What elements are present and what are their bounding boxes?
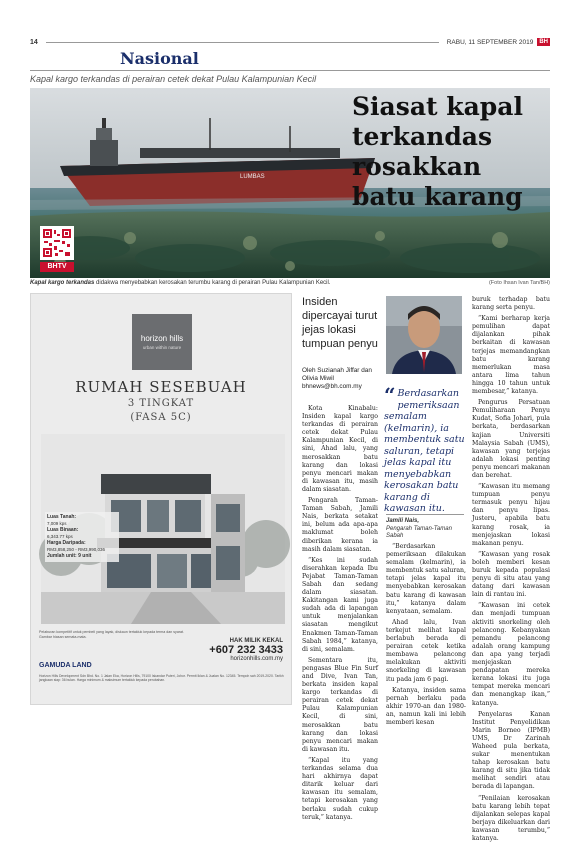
paragraph: buruk terhadap batu karang serta penyu. <box>472 296 550 312</box>
paragraph: Penyelaras Kanan Institut Penyelidikan Marin Borneo (IPMB) UMS, Dr Zarinah Waheed pula berkata, sukar menentukan tahap kerosakan batu karang di situ jika tidak melihat sendiri atau berada di lapangan. <box>472 710 550 791</box>
horizon-hills-logo <box>132 314 192 370</box>
quote-mark-icon: “ <box>384 383 396 407</box>
logo-line-1: horizon hills <box>140 334 184 343</box>
spec-item: Jumlah unit: 9 unit <box>47 553 92 559</box>
paragraph: Kota Kinabalu: Insiden kapal kargo terkandas di perairan cetek dekat Pulau Kalampunian Kecil, di sini, Ahad lalu, yang merosakkan batu karang dan lokasi penyu mencari makan di kawasan itu, masih dalam siasatan. <box>302 405 378 493</box>
headline: Siasat kapal terkandas rosakkan batu karang <box>352 92 523 211</box>
paragraph: “Penilaian kerosakan batu karang lebih tepat dijalankan selepas kapal berjaya dikeluarkan dari kawasan terumbu,” katanya. <box>472 794 550 842</box>
spec-item: Luas Binaan: 6,343.77 kps <box>47 527 79 539</box>
quote-rule <box>386 514 464 515</box>
pull-quote <box>384 383 466 515</box>
logo-line-2: urban within nature <box>142 345 182 350</box>
section-rule <box>30 70 550 71</box>
paragraph: “Kes ini sudah diserahkan kepada Ibu Pejabat Taman-Taman Sabah dan sedang dalam siasatan. Kakitangan kami juga sudah ada di lapangan untuk menjalankan siasatan mengikut Enakmen Taman-Taman Sabah 1984,” katanya, di sini, semalam. <box>302 556 378 653</box>
ad-contact <box>209 638 283 662</box>
paragraph: Sementara itu, pengasas Blue Fin Surf and Dive, Ivan Tan, berkata insiden kapal kargo terkandas di perairan cetek dekat Pulau Kalampunian Kecil, di sini, merosakkan batu karang dan lokasi penyu mencari makan di kawasan itu. <box>302 656 378 753</box>
page-number: 14 <box>30 38 38 46</box>
paragraph: “Kawasan ini cetek dan menjadi tumpuan aktiviti snorkeling oleh pelancong. Kebanyakan pemandu pelancong adalah orang kampung dan apa yang terjadi menjejaskan pendapatan mereka kerana lokasi itu juga tempat mereka mencari dan menangkap ikan,” katanya. <box>472 602 550 707</box>
ad-title-3: (FASA 5C) <box>130 412 192 423</box>
issue-date: RABU, 11 SEPTEMBER 2019 <box>446 38 534 46</box>
ad-title-1: RUMAH SESEBUAH <box>75 378 247 396</box>
paragraph: “Berdasarkan pemeriksaan dilakukan semalam (kelmarin), ia membentuk satu saluran, tetapi jelas kapal itu menyebabkan kerosakan batu karang di kawasan itu,” katanya dalam kenyataan, semalam. <box>386 543 466 615</box>
kicker: Kapal kargo terkandas di perairan cetek dekat Pulau Kalampunian Kecil <box>30 74 317 84</box>
page-header <box>30 36 550 48</box>
paragraph: “Kawasan itu memang tumpuan penyu termasuk penyu hijau dan penyu lipas. Justeru, apabila batu karang rosak, ia menjejaskan lokasi makanan penyu. <box>472 483 550 547</box>
svg-text:LUMBAS: LUMBAS <box>240 174 265 180</box>
byline: Oleh Suzianah Jiffar dan Olivia Miwil bhnews@bh.com.my <box>302 367 372 390</box>
quote-title: Pengarah Taman-Taman Sabah <box>386 525 452 539</box>
spec-item: Luas Tanah: 7,009 kps <box>47 514 77 526</box>
advertisement <box>30 293 292 705</box>
quote-attribution <box>386 518 466 541</box>
ad-fine-print: Pelaburan kompetitif untuk pembeli yang layak, diskaun tertakluk kepada terma dan syarat. Gambar hiasan semata-mata. <box>39 630 185 639</box>
paragraph: Katanya, insiden sama pernah berlaku pada akhir 1970-an dan 1980-an, namun kali ini lebih memberi kesan <box>386 686 466 726</box>
paper-badge: BH <box>539 39 548 45</box>
paragraph: Pengarah Taman-Taman Sabah, Jamili Nais, berkata setakat ini, belum ada apa-apa maklumat boleh diberikan kerana ia masih dalam siasatan. <box>302 497 378 553</box>
developer-info: Horizon Hills Development Sdn Bhd. No. 1 Jalan Eka, Horizon Hills, 79100 Iskandar Puteri, Johor. Permit Iklan & Jualan No. 12345. Tempoh sah 2019-2020. Tarikh jangkaan siap: 36 bulan. Harga minimum & maksimum tertakluk kepada perubahan. <box>39 674 284 683</box>
article-column-3 <box>472 296 550 846</box>
article-column-1 <box>302 405 378 825</box>
paragraph: Pengurus Persatuan Pemuliharaan Penyu Kudat, Sofia Johari, pula berkata, berdasarkan kajian Universiti Malaysia Sabah (UMS), kawasan yang terjejas adalah lokasi penting penyu mencari makanan dan berehat. <box>472 399 550 479</box>
article-subhead: Insiden dipercayai turut jejas lokasi tumpuan penyu <box>302 296 378 350</box>
caption-bold: Kapal kargo terkandas <box>30 280 95 286</box>
caption-text: didakwa menyebabkan kerosakan terumbu karang di perairan Pulau Kalampunian Kecil. <box>94 280 331 286</box>
portrait-photo <box>386 296 462 374</box>
paragraph: “Kami berharap kerja pemulihan dapat dijalankan pihak berkaitan di kawasan terjejas memandangkan batu karang memerlukan masa antara lima tahun hingga 10 tahun untuk membesar,” katanya. <box>472 315 550 396</box>
hak-milik-label: HAK MILIK KEKAL <box>229 638 283 644</box>
section-title: Nasional <box>120 49 199 68</box>
photo-credit: (Foto Ihsan Ivan Tan/BH) <box>488 280 550 286</box>
quote-text: Berdasarkan pemeriksaan semalam (kelmarin), ia membentuk satu saluran, tetapi jelas kapal itu menyebabkan kerosakan batu karang di kawasan itu. <box>384 388 465 514</box>
header-rule <box>46 42 439 43</box>
paragraph: “Kapal itu yang terkandas selama dua hari akhirnya dapat ditarik keluar dari kawasan itu semalam, tetapi kerosakan yang berlaku sudah cukup teruk,” katanya. <box>302 756 378 821</box>
ad-title-2: 3 TINGKAT <box>127 398 195 409</box>
spec-item: Harga Daripada: RM3,858,250 - RM3,990,036 <box>47 540 106 552</box>
ad-specs <box>45 512 119 562</box>
article-column-2 <box>386 543 466 730</box>
ad-phone[interactable]: +607 232 3433 <box>209 644 283 656</box>
photo-caption <box>30 280 550 286</box>
gamuda-land-logo: GAMUDA LAND <box>39 662 92 669</box>
paragraph: Ahad lalu, Ivan terkejut melihat kapal berlabuh berada di perairan cetek ketika membawa pelancong melakukan aktiviti snorkeling di kawasan itu pada jam 6 pagi. <box>386 618 466 683</box>
quote-name: Jamili Nais, <box>386 518 420 524</box>
ad-website-link[interactable]: horizonhills.com.my <box>230 656 283 662</box>
bhtv-badge: BHTV <box>40 262 74 272</box>
paragraph: “Kawasan yang rosak boleh memberi kesan buruk kepada populasi penyu di situ atau yang datang dari kawasan lain di rantau ini. <box>472 550 550 599</box>
qr-code-icon <box>40 226 74 260</box>
